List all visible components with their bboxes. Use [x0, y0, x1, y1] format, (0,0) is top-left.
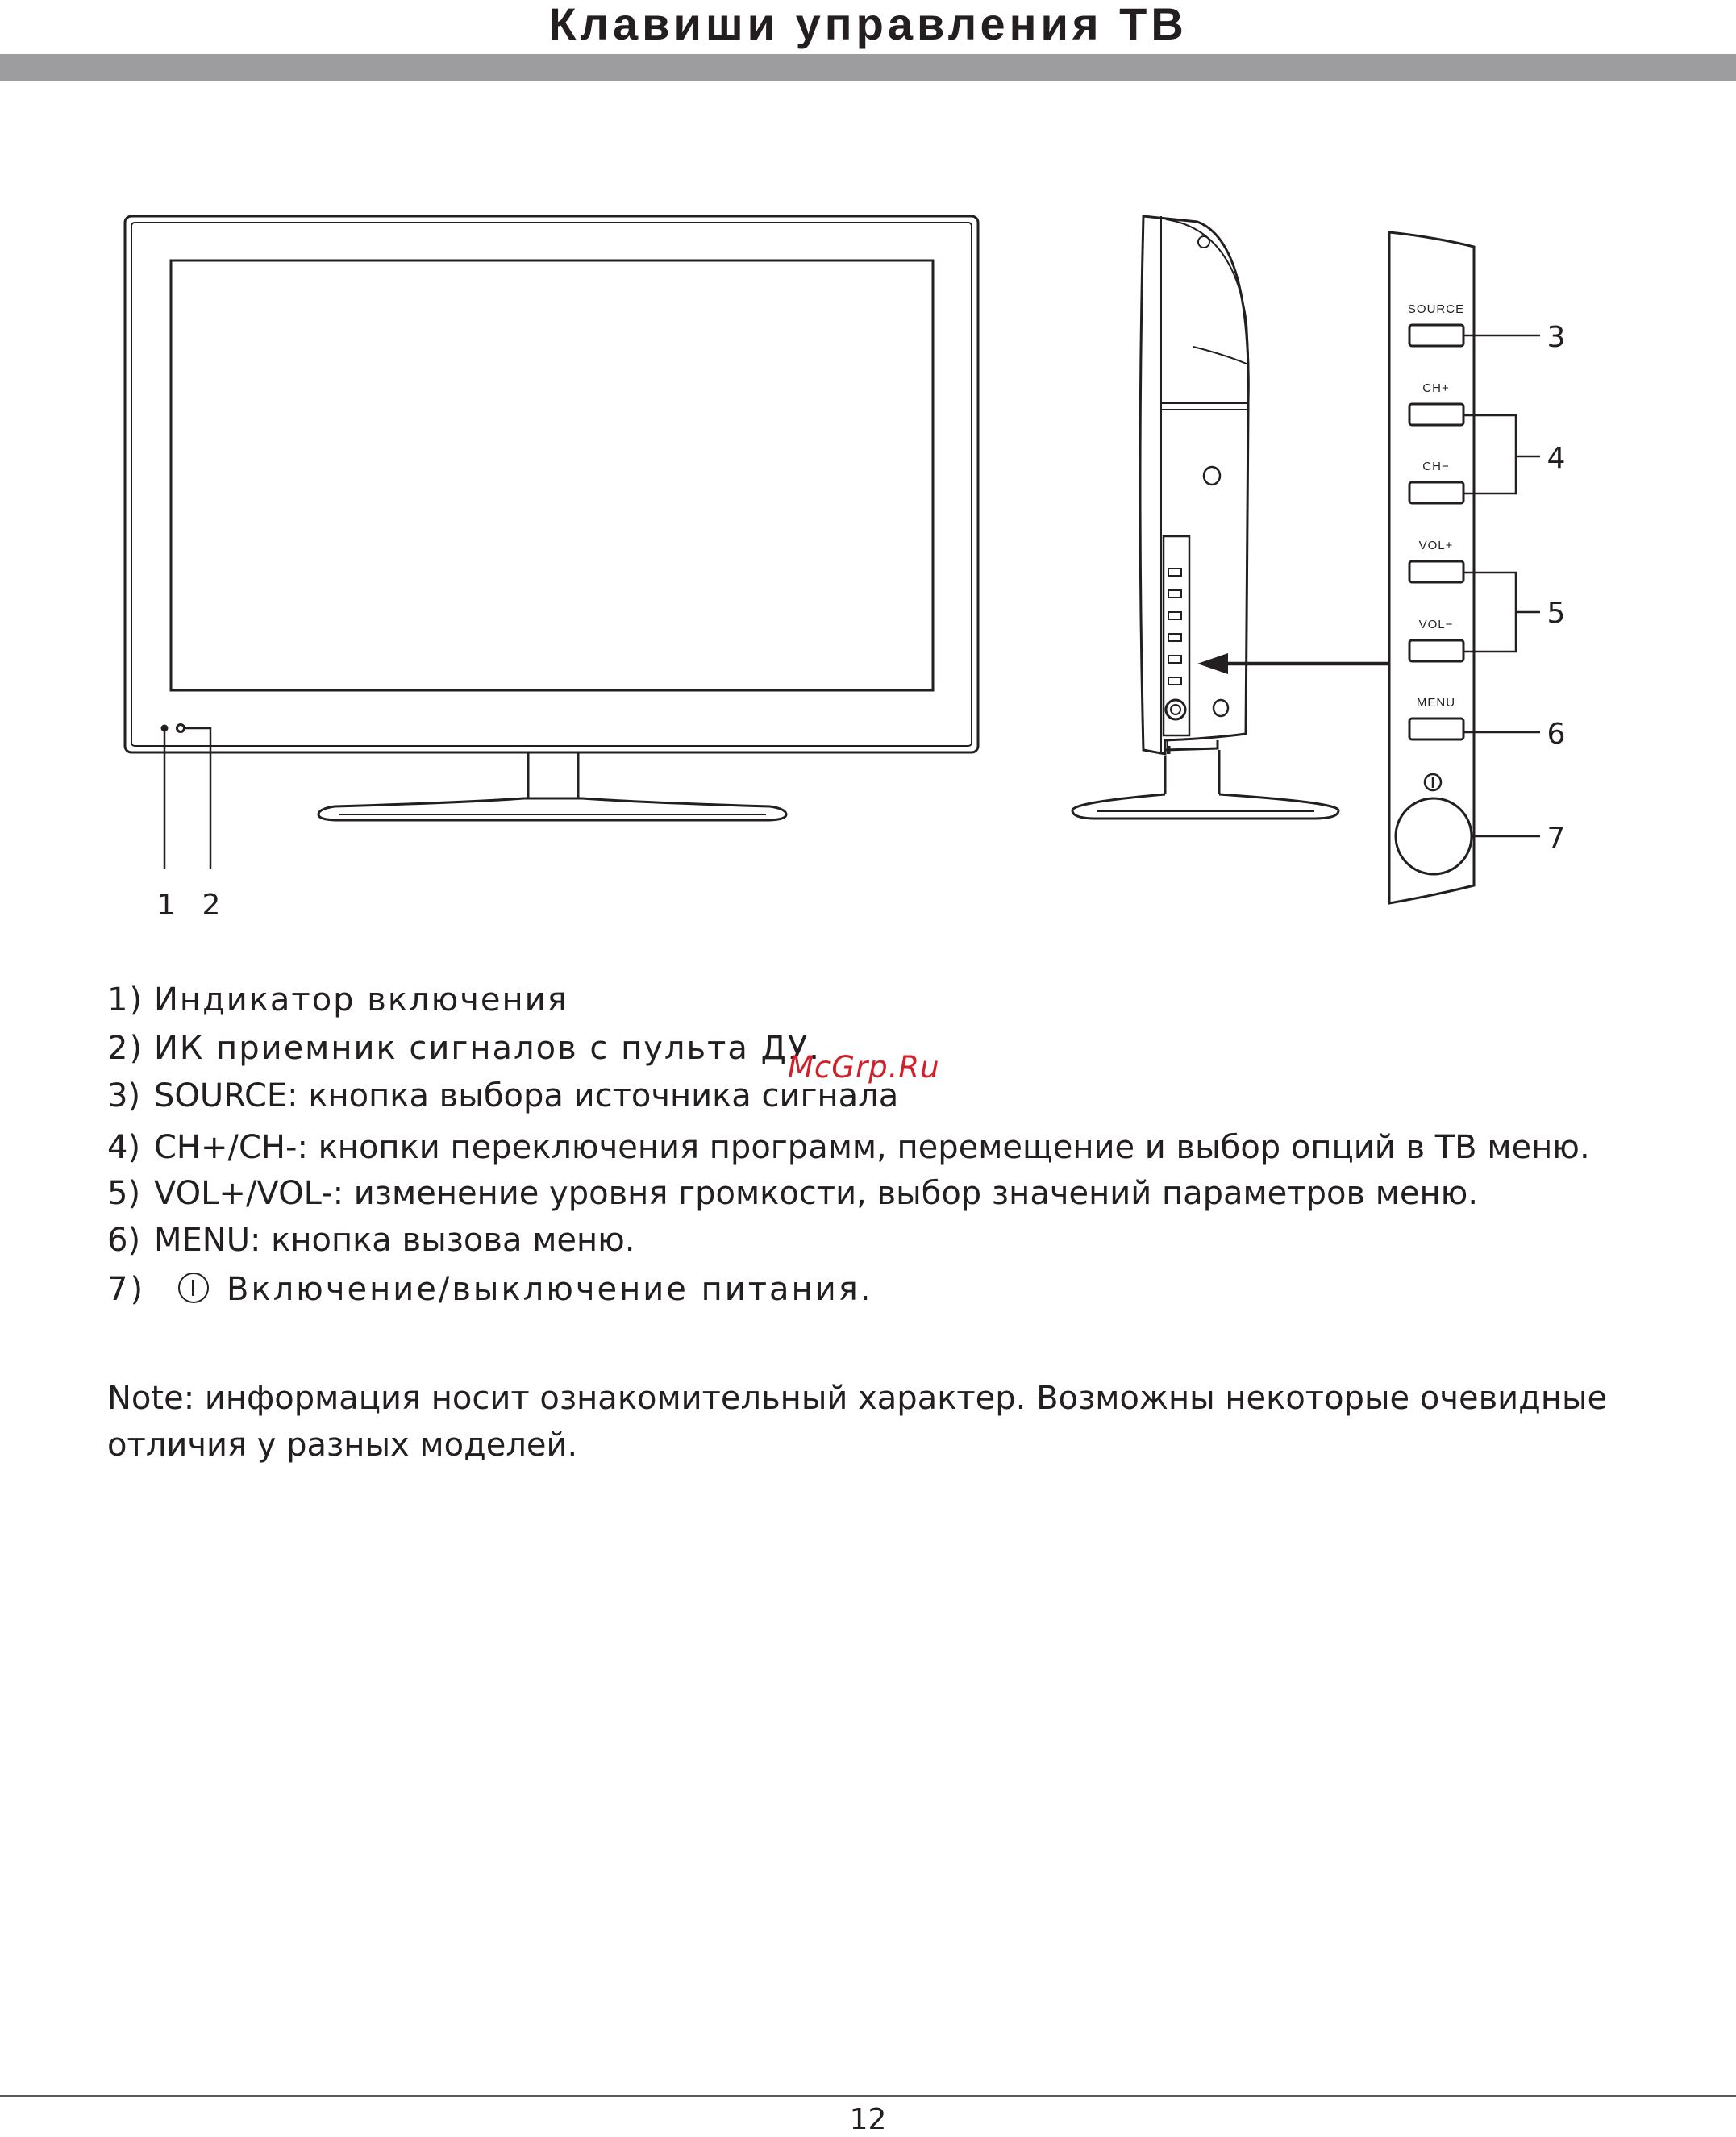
legend-item-6 — [107, 1221, 635, 1260]
panel-label-menu: MENU — [1416, 696, 1456, 710]
panel-label-vol-minus: VOL− — [1418, 618, 1454, 631]
legend-num: 1) — [107, 981, 144, 1019]
legend-num: 7) — [107, 1271, 146, 1308]
callout-5: 5 — [1547, 597, 1566, 630]
page-title: Клавиши управления ТВ — [548, 0, 1188, 49]
power-button[interactable] — [1396, 798, 1472, 874]
vol-minus-button[interactable] — [1409, 640, 1463, 661]
legend-num: 6) — [107, 1222, 141, 1259]
tv-side-view — [1072, 216, 1338, 819]
legend-text: Индикатор включения — [154, 981, 568, 1019]
power-icon — [178, 1273, 209, 1303]
legend-item-1 — [107, 981, 568, 1019]
ch-minus-button[interactable] — [1409, 482, 1463, 503]
callout-4: 4 — [1547, 442, 1566, 475]
power-indicator — [162, 726, 167, 731]
callout-7: 7 — [1547, 822, 1566, 855]
footer-rule — [0, 2095, 1736, 2097]
note-text: Note: информация носит ознакомительный характер. Возможны некоторые очевидные отличия у разных моделей. — [107, 1380, 1608, 1464]
panel-label-ch-plus: CH+ — [1422, 381, 1450, 395]
legend-item-5 — [107, 1174, 1478, 1213]
panel-label-ch-minus: CH− — [1422, 460, 1450, 473]
callout-1: 1 — [156, 889, 176, 922]
legend-text: CH+/CH-: кнопки переключения программ, перемещение и выбор опций в ТВ меню. — [154, 1129, 1590, 1166]
legend-item-7 — [107, 1269, 872, 1309]
legend-text: ИК приемник сигналов с пульта ДУ. — [154, 1030, 821, 1067]
panel-label-source: SOURCE — [1407, 302, 1465, 316]
tv-screen — [171, 260, 933, 690]
menu-button[interactable] — [1409, 719, 1463, 739]
legend-num: 4) — [107, 1129, 141, 1166]
tv-diagram — [0, 0, 1736, 935]
tv-side-body — [1140, 216, 1248, 754]
callout-2: 2 — [202, 889, 221, 922]
legend-text: VOL+/VOL-: изменение уровня громкости, выбор значений параметров меню. — [154, 1175, 1479, 1212]
page-number: 12 — [849, 2103, 887, 2136]
tv-side-stand — [1072, 794, 1338, 819]
callout-6: 6 — [1547, 718, 1566, 751]
legend-num: 5) — [107, 1175, 141, 1212]
control-panel — [1389, 232, 1540, 903]
tv-stand — [318, 798, 786, 820]
tv-front-view — [125, 216, 978, 869]
ch-plus-button[interactable] — [1409, 404, 1463, 425]
legend-num: 2) — [107, 1030, 144, 1067]
panel-label-vol-plus: VOL+ — [1418, 539, 1454, 552]
legend-text: MENU: кнопка вызова меню. — [154, 1222, 635, 1259]
ir-receiver — [177, 725, 185, 732]
legend-item-3 — [107, 1077, 898, 1115]
legend-item-2 — [107, 1029, 821, 1068]
vol-plus-button[interactable] — [1409, 561, 1463, 582]
legend-text: SOURCE: кнопка выбора источника сигнала — [154, 1077, 899, 1114]
tv-bezel — [125, 216, 978, 752]
legend-item-4 — [107, 1128, 1590, 1167]
legend-num: 3) — [107, 1077, 141, 1114]
source-button[interactable] — [1409, 325, 1463, 346]
watermark: McGrp.Ru — [788, 1050, 940, 1085]
legend-text: Включение/выключение питания. — [227, 1271, 873, 1308]
callout-3: 3 — [1547, 321, 1566, 354]
